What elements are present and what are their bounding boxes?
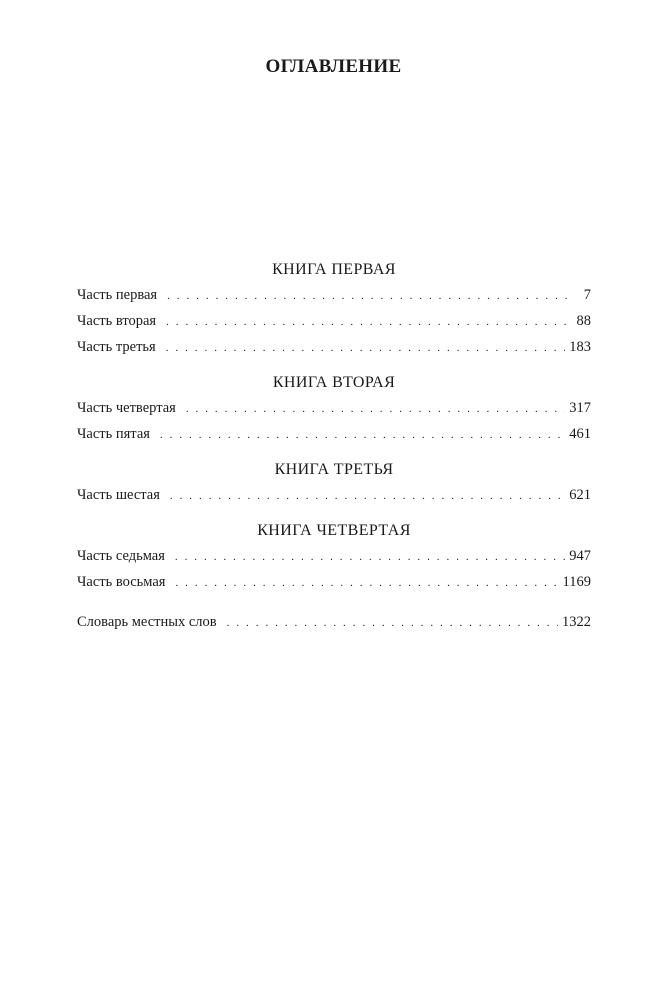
dot-leader [175,570,558,596]
toc-entry-page: 317 [569,400,591,416]
toc-entry[interactable] [77,334,591,360]
toc-entry-appendix[interactable] [77,609,591,635]
toc-entry[interactable] [77,395,591,421]
toc-entry-page: 621 [569,487,591,503]
toc-entry-title: Часть шестая [77,487,160,503]
toc-entry-page: 461 [569,426,591,442]
book-heading-4: КНИГА ЧЕТВЕРТАЯ [257,522,411,539]
toc-entry-title: Часть седьмая [77,548,165,564]
toc-entry-page: 88 [576,313,591,329]
section-spacer [77,360,591,371]
table-of-contents [77,258,591,635]
toc-entry-title: Часть четвертая [77,400,176,416]
toc-entry-title: Часть третья [77,339,156,355]
section-spacer [77,508,591,519]
section-spacer [77,447,591,458]
book-heading-1: КНИГА ПЕРВАЯ [272,261,396,278]
dot-leader [166,335,566,361]
toc-entry[interactable] [77,421,591,447]
dot-leader [160,422,565,448]
toc-entry[interactable] [77,482,591,508]
toc-entry[interactable] [77,282,591,308]
toc-entry-page: 183 [569,339,591,355]
toc-entry[interactable] [77,543,591,569]
toc-entry-title: Часть восьмая [77,574,166,590]
book-heading-2: КНИГА ВТОРАЯ [272,374,396,391]
dot-leader [227,610,558,636]
toc-entry-title: Часть первая [77,287,158,303]
toc-entry[interactable] [77,308,591,334]
toc-entry-title: Часть вторая [77,313,157,329]
toc-entry-page: 947 [569,548,591,564]
book-heading-3: КНИГА ТРЕТЬЯ [274,461,394,478]
toc-entry[interactable] [77,569,591,595]
toc-entry-page: 1169 [562,574,591,590]
dot-leader [166,309,572,335]
dot-leader [186,396,565,422]
dot-leader [170,483,565,509]
toc-entry-title: Часть пятая [77,426,150,442]
page-title: ОГЛАВЛЕНИЕ [265,56,402,77]
toc-entry-page: 1322 [562,614,591,630]
section-spacer [77,595,591,609]
toc-entry-page: 7 [583,287,591,303]
dot-leader [175,544,565,570]
dot-leader [167,283,573,309]
toc-entry-title: Словарь местных слов [77,614,217,630]
